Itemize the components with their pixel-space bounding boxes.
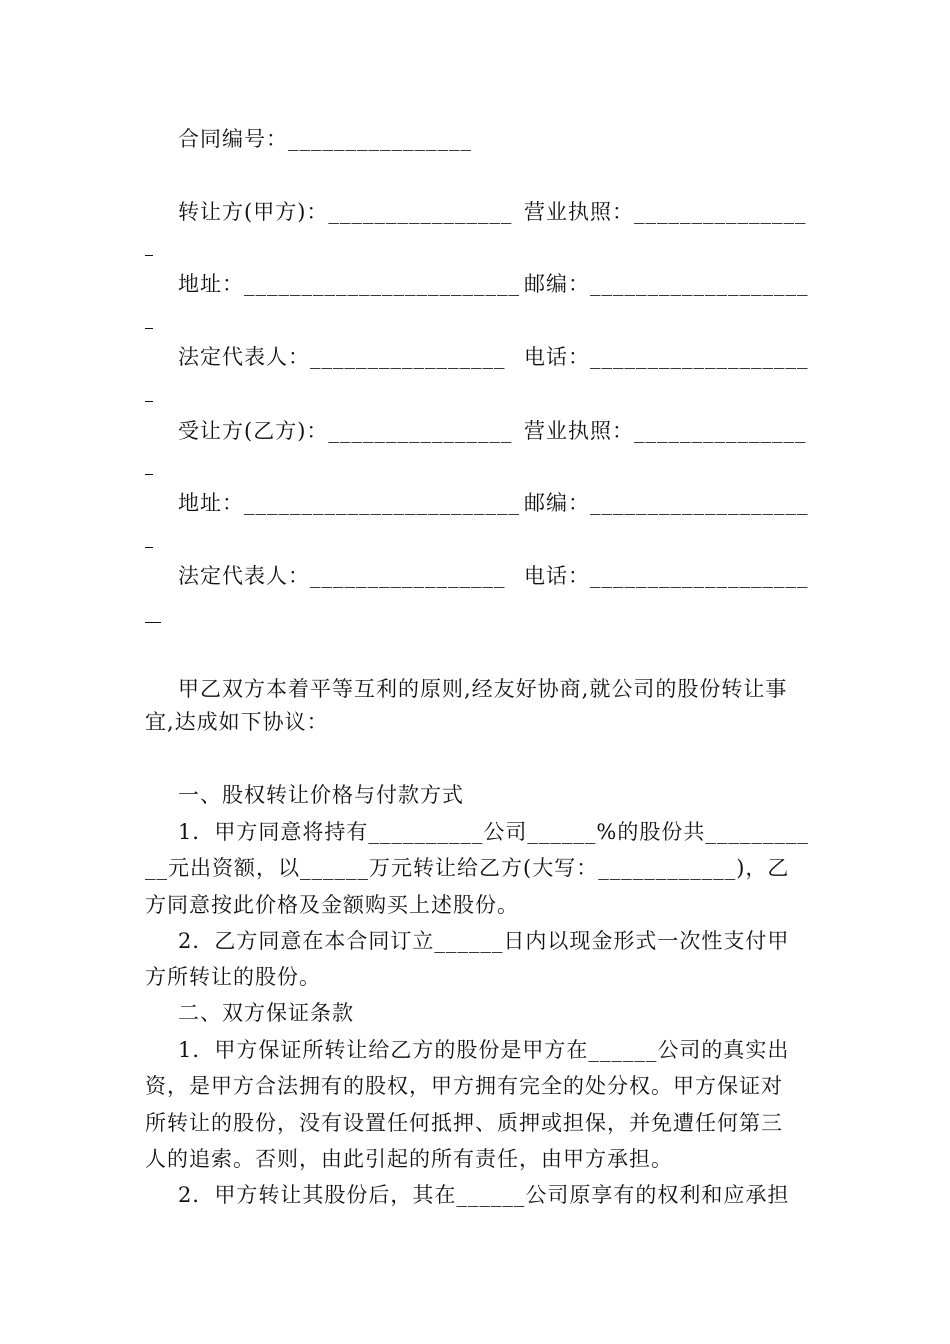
wrap-dash <box>145 255 153 256</box>
party-b-license: 营业执照：_______________ <box>524 419 807 443</box>
section-1-item-1-line-1: 1．甲方同意将持有__________公司______%的股份共_________ <box>178 820 809 844</box>
preamble-line-2: 宜,达成如下协议： <box>145 710 329 734</box>
party-b-postcode: 邮编：___________________ <box>524 491 809 515</box>
section-1-title: 一、股权转让价格与付款方式 <box>178 783 464 807</box>
contract-number: 合同编号：________________ <box>178 127 472 151</box>
wrap-dash <box>145 622 161 623</box>
party-a-license: 营业执照：_______________ <box>524 200 807 224</box>
party-b-address: 地址：________________________ <box>178 491 520 515</box>
section-1-item-2-line-1: 2．乙方同意在本合同订立______日内以现金形式一次性支付甲 <box>178 929 790 953</box>
party-a-address: 地址：________________________ <box>178 272 520 296</box>
section-2-title: 二、双方保证条款 <box>178 1001 354 1025</box>
party-a-phone: 电话：___________________ <box>524 345 809 369</box>
party-b-representative: 法定代表人：_________________ <box>178 564 506 588</box>
section-2-item-1-line-1: 1．甲方保证所转让给乙方的股份是甲方在______公司的真实出 <box>178 1038 790 1062</box>
party-a-representative: 法定代表人：_________________ <box>178 345 506 369</box>
section-2-item-1-line-2: 资，是甲方合法拥有的股权，甲方拥有完全的处分权。甲方保证对 <box>145 1074 783 1098</box>
preamble-line-1: 甲乙双方本着平等互利的原则,经友好协商,就公司的股份转让事 <box>178 677 788 701</box>
wrap-dash <box>145 474 153 475</box>
section-1-item-2-line-2: 方所转让的股份。 <box>145 965 321 989</box>
wrap-dash <box>145 328 153 329</box>
wrap-dash <box>145 547 153 548</box>
section-1-item-1-line-3: 方同意按此价格及金额购买上述股份。 <box>145 893 519 917</box>
section-2-item-1-line-4: 人的追索。否则，由此引起的所有责任，由甲方承担。 <box>145 1147 673 1171</box>
party-b-transferee: 受让方(乙方)：________________ <box>178 419 513 443</box>
section-2-item-2-line-1: 2．甲方转让其股份后，其在______公司原享有的权利和应承担 <box>178 1183 790 1207</box>
section-1-item-1-line-2: __元出资额，以______万元转让给乙方(大写：____________)，乙 <box>145 856 790 880</box>
party-a-transferor: 转让方(甲方)：________________ <box>178 200 513 224</box>
party-b-phone: 电话：___________________ <box>524 564 809 588</box>
party-a-postcode: 邮编：___________________ <box>524 272 809 296</box>
section-2-item-1-line-3: 所转让的股份，没有设置任何抵押、质押或担保，并免遭任何第三 <box>145 1111 783 1135</box>
wrap-dash <box>145 401 153 402</box>
